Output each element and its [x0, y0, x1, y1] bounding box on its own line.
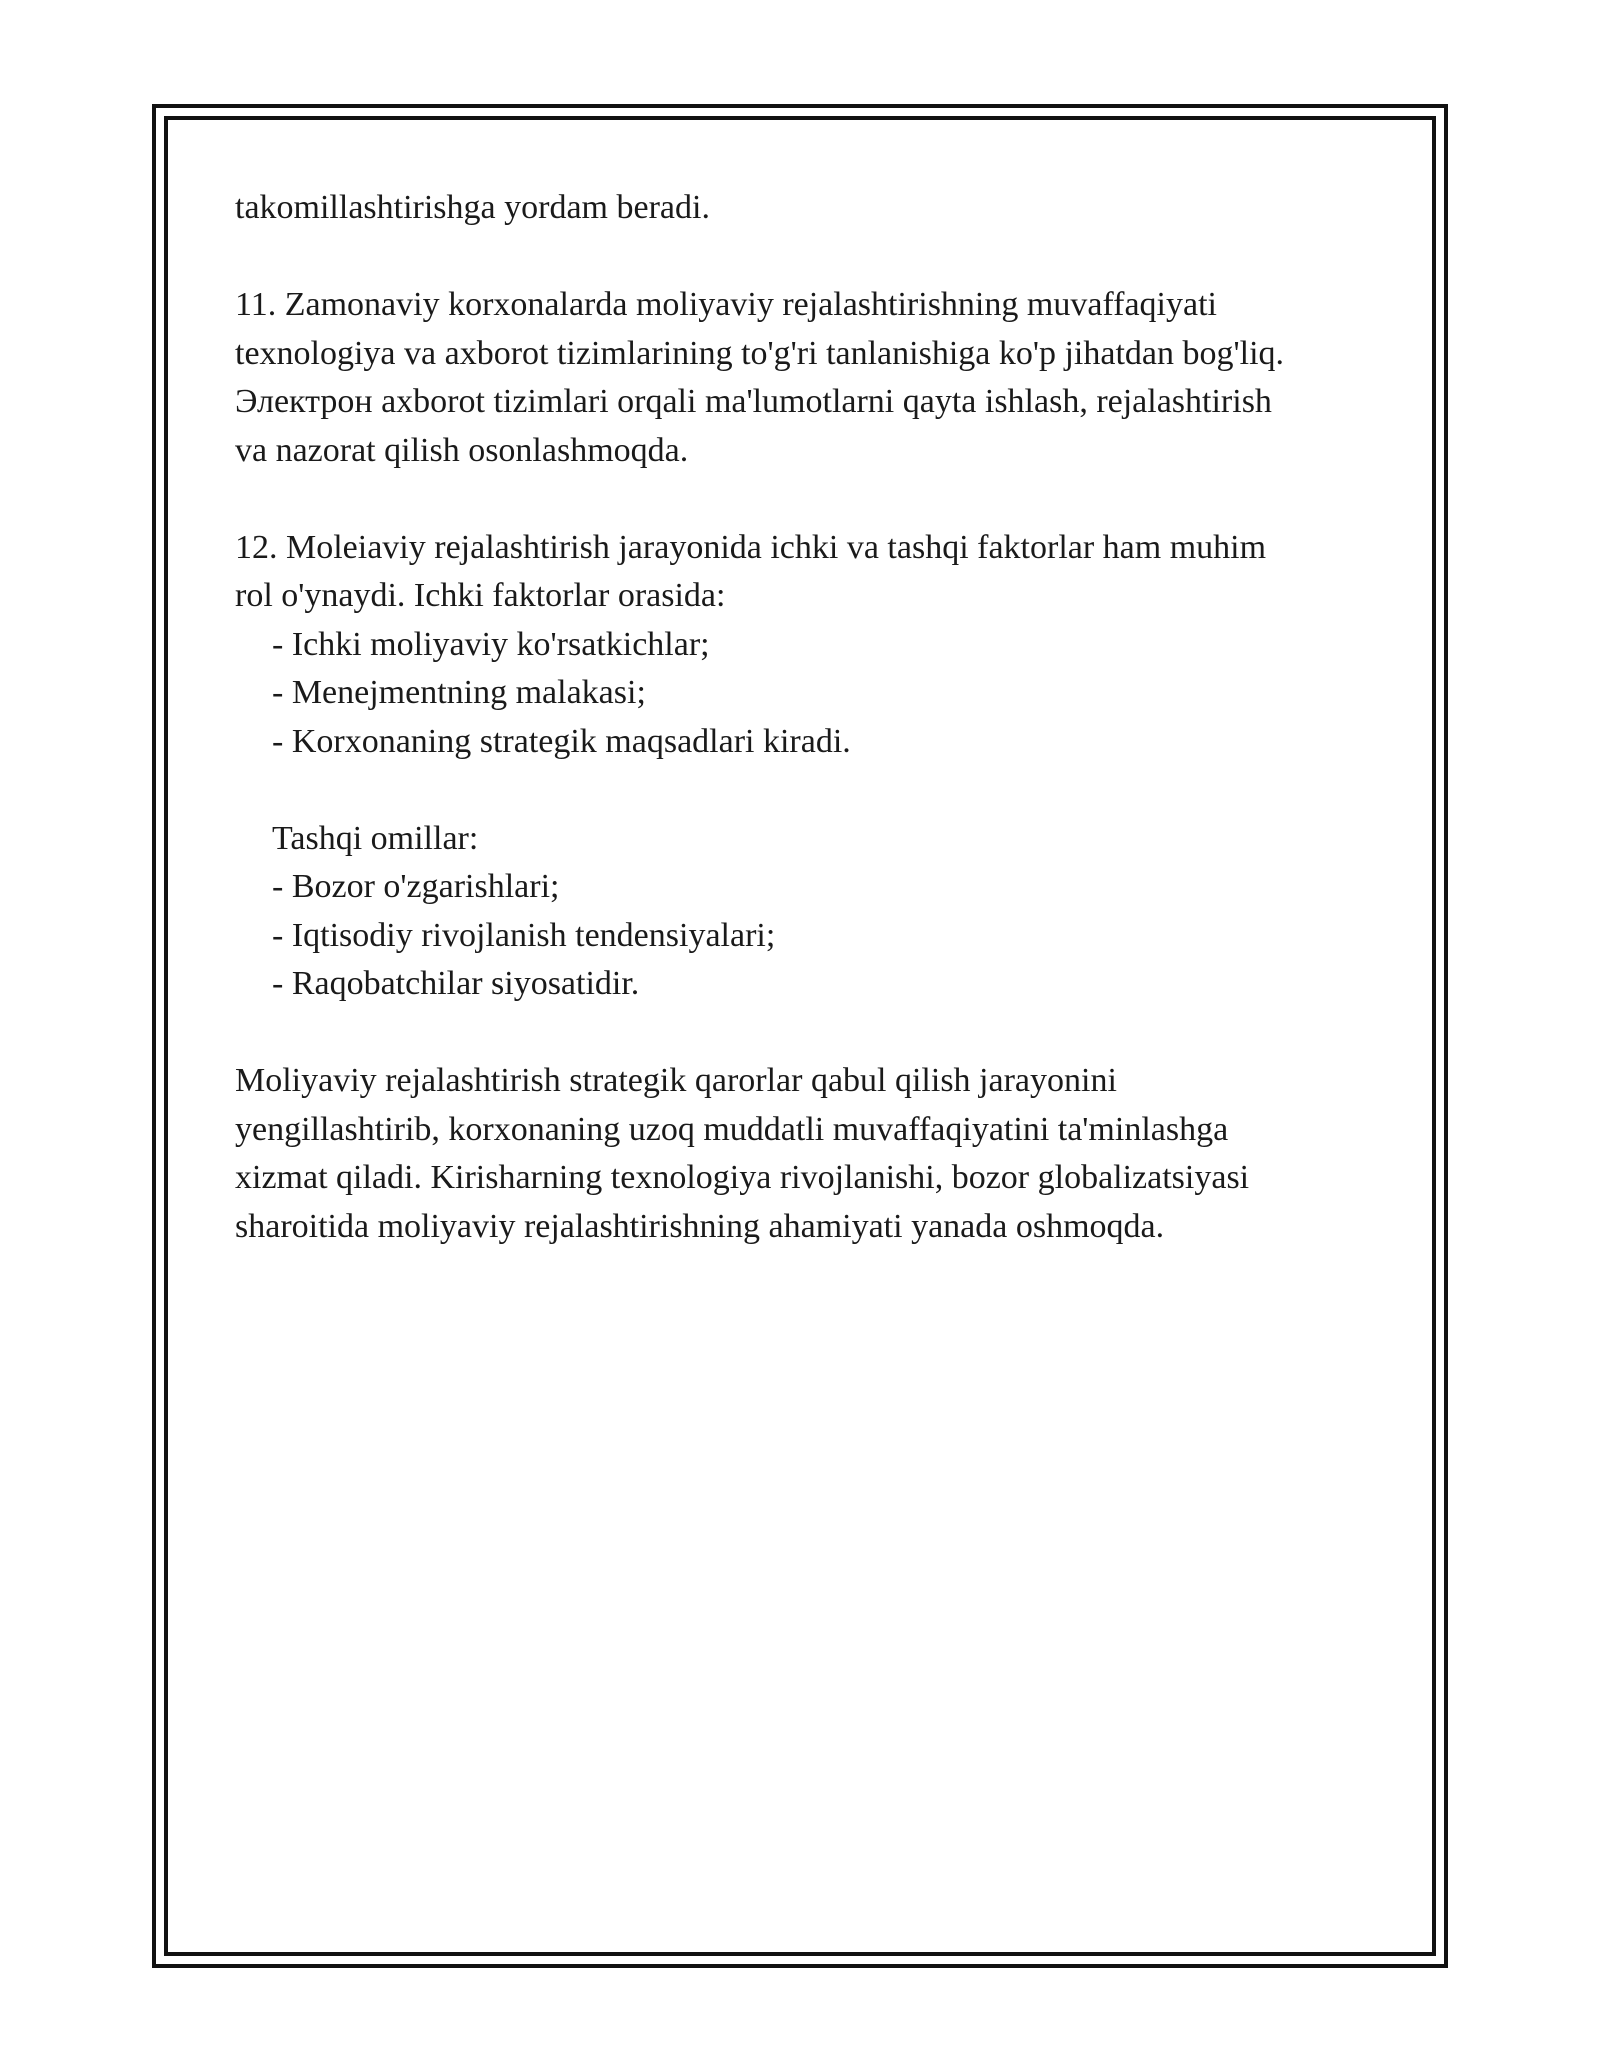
section-11-line: Электрон axborot tizimlari orqali ma'lumotlarni qayta ishlash, rejalashtirish [235, 383, 1272, 420]
paragraph-gap [235, 233, 1385, 282]
paragraph-gap [235, 475, 1385, 524]
conclusion-line: yengillashtirib, korxonaning uzoq muddatli muvaffaqiyatini ta'minlashga [235, 1110, 1229, 1148]
section-12-line: rol o'ynaydi. Ichki faktorlar orasida: [235, 577, 726, 614]
document-body [235, 184, 1385, 1251]
conclusion-paragraph [235, 1057, 1385, 1251]
internal-factor-item: - Ichki moliyaviy ko'rsatkichlar; [272, 625, 710, 663]
conclusion-line: sharoitida moliyaviy rejalashtirishning ahamiyati yanada oshmoqda. [235, 1207, 1165, 1245]
external-factor-item: - Raqobatchilar siyosatidir. [272, 965, 640, 1002]
external-factor-item: - Iqtisodiy rivojlanish tendensiyalari; [272, 916, 776, 954]
conclusion-line: xizmat qiladi. Kirisharning texnologiya rivojlanishi, bozor globalizatsiyasi [235, 1159, 1250, 1196]
external-factor-item: - Bozor o'zgarishlari; [272, 868, 560, 905]
external-factors-heading: Tashqi omillar: [272, 819, 479, 857]
conclusion-line: Moliyaviy rejalashtirish strategik qarorlar qabul qilish jarayonini [235, 1062, 1117, 1099]
paragraph-gap [235, 1009, 1385, 1058]
section-12-line: 12. Moleiaviy rejalashtirish jarayonida ichki va tashqi faktorlar ham muhim [235, 528, 1267, 566]
section-12 [235, 524, 1385, 1009]
internal-factor-item: - Menejmentning malakasi; [272, 674, 646, 711]
section-11-line: va nazorat qilish osonlashmoqda. [235, 431, 689, 469]
section-11-line: texnologiya va axborot tizimlarining to'g'ri tanlanishiga ko'p jihatdan bog'liq. [235, 334, 1285, 372]
continuation-line: takomillashtirishgа yordam beradi. [235, 189, 710, 226]
section-11-line: 11. Zamonaviy korxonalarda moliyaviy rejalashtirishning muvaffaqiyati [235, 286, 1217, 323]
internal-factor-item: - Korxonaning strategik maqsadlari kiradi. [272, 722, 851, 760]
paragraph-gap [235, 766, 1385, 815]
section-11 [235, 281, 1385, 475]
